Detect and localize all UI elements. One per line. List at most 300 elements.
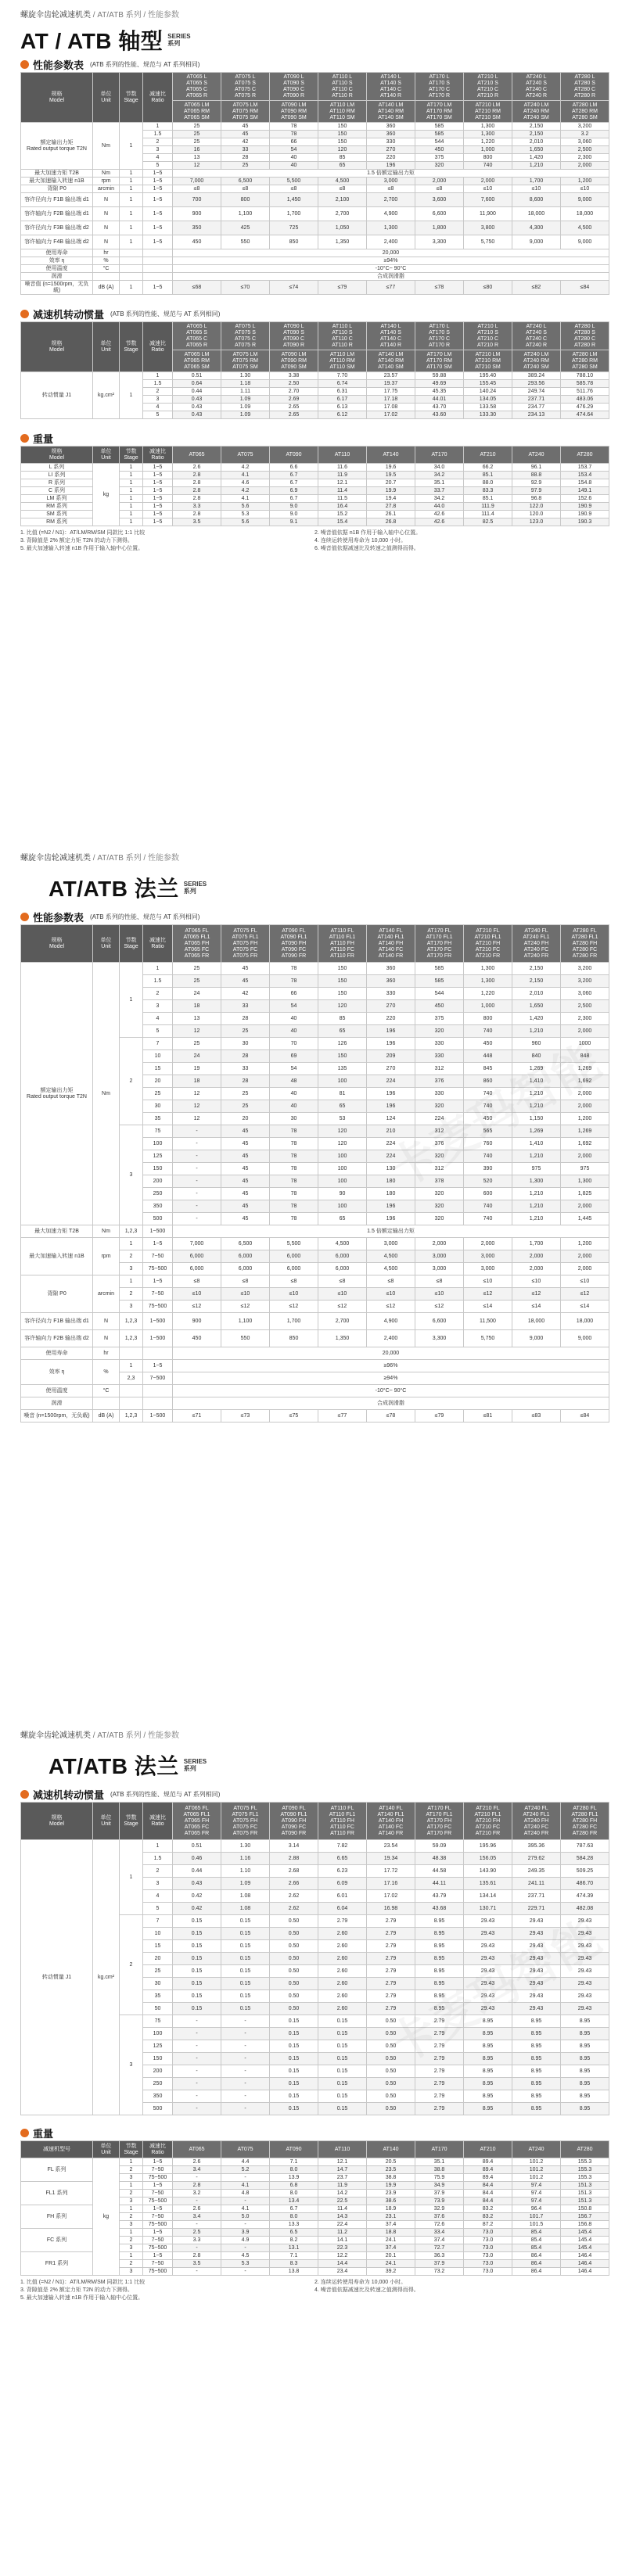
value-cell: 155.45 bbox=[464, 380, 512, 388]
value-cell: 585.78 bbox=[561, 380, 609, 388]
value-cell: 1,000 bbox=[464, 146, 512, 154]
value-cell: 700 bbox=[173, 193, 221, 207]
value-cell: - bbox=[173, 1150, 221, 1163]
value-cell: ≤75 bbox=[270, 1410, 318, 1423]
col-header-size: AT170 bbox=[415, 447, 464, 464]
value-cell: 2,010 bbox=[512, 138, 561, 146]
value-cell: ≤12 bbox=[512, 1288, 561, 1301]
value-cell: 29.43 bbox=[464, 1940, 512, 1953]
span-value: 合成润滑脂 bbox=[173, 1397, 609, 1410]
value-cell: 101.2 bbox=[512, 2174, 561, 2182]
value-cell: 96.8 bbox=[512, 495, 561, 503]
unit-cell: kg.cm² bbox=[93, 372, 120, 419]
col-header-size: AT140 bbox=[367, 2141, 415, 2158]
value-cell: 4.9 bbox=[221, 2237, 270, 2244]
value-cell: 450 bbox=[464, 1113, 512, 1125]
value-cell: - bbox=[173, 2040, 221, 2053]
value-cell: 3.3 bbox=[173, 2237, 221, 2244]
value-cell: 14.1 bbox=[318, 2237, 367, 2244]
value-cell: 600 bbox=[464, 1188, 512, 1200]
ratio-cell: 1~5 bbox=[143, 221, 173, 235]
table-row bbox=[21, 1225, 609, 1238]
value-cell: 8.95 bbox=[561, 2053, 609, 2065]
stage-cell: 1 bbox=[120, 963, 143, 1038]
breadcrumb-series[interactable]: AT/ATB 系列 bbox=[97, 1731, 142, 1740]
row-label: L 系列 bbox=[21, 464, 93, 472]
col-header-size: AT210 FL AT210 FL1 AT210 FH AT210 FC AT210 FR bbox=[464, 925, 512, 963]
note-item: 4. 噪音值依据减速比及转速之值测得而得。 bbox=[314, 2287, 419, 2293]
unit-cell: N bbox=[93, 207, 120, 221]
note-item: 1. 比值 (=N2 / N1)：AT/LM/RM/SM 同款比 1:1 比较 bbox=[20, 2280, 146, 2285]
value-cell: 8.0 bbox=[270, 2166, 318, 2174]
stage-cell: 3 bbox=[120, 2197, 143, 2205]
value-cell: 8.95 bbox=[561, 2015, 609, 2028]
value-cell: 0.15 bbox=[318, 2065, 367, 2078]
col-header-model: 规格 Model bbox=[21, 73, 93, 123]
value-cell: 3,200 bbox=[561, 963, 609, 975]
bullet-icon bbox=[20, 60, 29, 69]
page-title bbox=[0, 866, 629, 909]
value-cell: 3,200 bbox=[561, 123, 609, 131]
value-cell: 544 bbox=[415, 988, 464, 1000]
col-header-size: AT240 bbox=[512, 447, 561, 464]
breadcrumb-current: 性能参数 bbox=[148, 1731, 179, 1740]
value-cell: 2,000 bbox=[464, 1238, 512, 1250]
stage-cell: 1 bbox=[120, 185, 143, 193]
value-cell: 360 bbox=[367, 963, 415, 975]
stage-cell: 1 bbox=[120, 479, 143, 487]
table-row bbox=[21, 2141, 609, 2158]
ratio-cell: 4 bbox=[143, 1013, 173, 1025]
value-cell: ≤10 bbox=[367, 1288, 415, 1301]
col-header-unit: 单位 Unit bbox=[93, 2141, 120, 2158]
value-cell: 145.4 bbox=[561, 2237, 609, 2244]
ratio-cell: 100 bbox=[143, 1138, 173, 1150]
stage-cell: 2 bbox=[120, 1038, 143, 1125]
value-cell: - bbox=[221, 2103, 270, 2115]
value-cell: 0.64 bbox=[173, 380, 221, 388]
value-cell: 1,692 bbox=[561, 1075, 609, 1088]
value-cell: 151.3 bbox=[561, 2182, 609, 2190]
value-cell: 35.1 bbox=[415, 479, 464, 487]
unit-cell: Nm bbox=[93, 963, 120, 1225]
value-cell: 45 bbox=[221, 1125, 270, 1138]
value-cell: 34.0 bbox=[415, 464, 464, 472]
value-cell: 8.95 bbox=[464, 2028, 512, 2040]
value-cell: 54 bbox=[270, 1063, 318, 1075]
bullet-icon bbox=[20, 913, 29, 921]
value-cell: 550 bbox=[221, 235, 270, 249]
value-cell: 0.15 bbox=[318, 2015, 367, 2028]
table-row bbox=[21, 1397, 609, 1410]
value-cell: 45 bbox=[221, 1188, 270, 1200]
header-row bbox=[21, 1803, 609, 1840]
value-cell: 360 bbox=[367, 131, 415, 138]
ratio-cell bbox=[143, 1385, 173, 1397]
table-row bbox=[21, 1385, 609, 1397]
value-cell: 975 bbox=[561, 1163, 609, 1175]
value-cell: 101.2 bbox=[512, 2166, 561, 2174]
page-title bbox=[0, 1744, 629, 1786]
value-cell: 11.4 bbox=[318, 487, 367, 495]
value-cell: 320 bbox=[415, 1100, 464, 1113]
value-cell: 196 bbox=[367, 1100, 415, 1113]
table-row bbox=[21, 207, 609, 221]
value-cell: 6,000 bbox=[270, 1250, 318, 1263]
value-cell: 26.1 bbox=[367, 511, 415, 518]
section-flange-inertia bbox=[0, 1728, 629, 2302]
table-row bbox=[21, 2158, 609, 2166]
value-cell: 29.43 bbox=[561, 2003, 609, 2015]
value-cell: 78 bbox=[270, 123, 318, 131]
value-cell: 29.43 bbox=[512, 1965, 561, 1978]
value-cell: 151.3 bbox=[561, 2190, 609, 2197]
span-value: ≥96% bbox=[173, 1360, 609, 1372]
ratio-cell: 7~50 bbox=[143, 2213, 173, 2221]
value-cell: 96.1 bbox=[512, 464, 561, 472]
value-cell: 9,000 bbox=[561, 235, 609, 249]
table-row bbox=[21, 265, 609, 273]
col-header-size: AT280 L AT280 S AT280 C AT280 R bbox=[561, 322, 609, 350]
ratio-cell: 15 bbox=[143, 1940, 173, 1953]
value-cell: 1,050 bbox=[318, 221, 367, 235]
notes-flange bbox=[20, 2279, 609, 2302]
ratio-cell: 350 bbox=[143, 1200, 173, 1213]
breadcrumb-current: 性能参数 bbox=[148, 854, 179, 863]
value-cell: 8.95 bbox=[415, 1915, 464, 1928]
value-cell: 2.65 bbox=[270, 411, 318, 419]
value-cell: 2,000 bbox=[561, 1250, 609, 1263]
ratio-cell bbox=[143, 257, 173, 265]
value-cell: 89.4 bbox=[464, 2174, 512, 2182]
value-cell: 2,000 bbox=[561, 1200, 609, 1213]
value-cell: 150 bbox=[318, 988, 367, 1000]
value-cell: 0.50 bbox=[270, 1953, 318, 1965]
value-cell: 120 bbox=[318, 146, 367, 154]
row-label: 最大加速力矩 T2B bbox=[21, 170, 93, 178]
note-item: 5. 最大加速输入转速 n1B 作用于输入轴中心位置。 bbox=[20, 546, 144, 551]
value-cell: 2.79 bbox=[415, 2028, 464, 2040]
ratio-cell: 75~500 bbox=[143, 2268, 173, 2276]
col-header-size: AT090 FL AT090 FL1 AT090 FH AT090 FC AT090 FR bbox=[270, 1803, 318, 1840]
unit-cell: arcmin bbox=[93, 1275, 120, 1313]
stage-cell: 1 bbox=[120, 193, 143, 207]
value-cell: 2,700 bbox=[367, 193, 415, 207]
value-cell: 2,700 bbox=[318, 1313, 367, 1330]
value-cell: 86.4 bbox=[512, 2260, 561, 2268]
col-header-size: AT075 LM AT075 RM AT075 SM bbox=[221, 350, 270, 372]
value-cell: 2,010 bbox=[512, 988, 561, 1000]
value-cell: 8.95 bbox=[415, 1965, 464, 1978]
value-cell: 8.95 bbox=[561, 2028, 609, 2040]
value-cell: 20 bbox=[221, 1113, 270, 1125]
value-cell: 122.0 bbox=[512, 503, 561, 511]
note-item: 3. 背隙值是 2% 额定力矩 T2N 的动力下测得。 bbox=[20, 538, 133, 544]
value-cell: 1.09 bbox=[221, 1878, 270, 1890]
stage-cell: 1 bbox=[120, 1275, 143, 1288]
ratio-cell: 1~5 bbox=[143, 2158, 173, 2166]
value-cell: 8.95 bbox=[561, 2040, 609, 2053]
value-cell: 1.16 bbox=[221, 1853, 270, 1865]
value-cell: 860 bbox=[464, 1075, 512, 1088]
ratio-cell: 75~500 bbox=[143, 2221, 173, 2229]
value-cell: 17.16 bbox=[367, 1878, 415, 1890]
value-cell: 4.6 bbox=[221, 479, 270, 487]
value-cell: 3.5 bbox=[173, 2260, 221, 2268]
ratio-cell: 1.5 bbox=[143, 1853, 173, 1865]
row-label: 最大加速输入转速 n1B bbox=[21, 1238, 93, 1275]
unit-cell: N bbox=[93, 221, 120, 235]
ratio-cell: 35 bbox=[143, 1113, 173, 1125]
breadcrumb-category[interactable]: 螺旋伞齿轮减速机类 bbox=[20, 854, 91, 863]
ratio-cell: 4 bbox=[143, 1890, 173, 1903]
value-cell: 38.6 bbox=[367, 2197, 415, 2205]
row-label: 额定输出力矩 Rated output torque T2N bbox=[21, 123, 93, 170]
value-cell: 450 bbox=[464, 1038, 512, 1050]
value-cell: 40 bbox=[270, 154, 318, 162]
value-cell: 85 bbox=[318, 1013, 367, 1025]
breadcrumb-category[interactable]: 螺旋伞齿轮减速机类 bbox=[20, 11, 91, 20]
value-cell: 84.4 bbox=[464, 2197, 512, 2205]
row-label: 噪音 (n=1500rpm，无负载) bbox=[21, 1410, 93, 1423]
header-row bbox=[21, 322, 609, 350]
col-header-size: AT110 L AT110 S AT110 C AT110 R bbox=[318, 73, 367, 101]
value-cell: 8.95 bbox=[415, 1940, 464, 1953]
value-cell: 9,000 bbox=[561, 193, 609, 207]
stage-cell: 2 bbox=[120, 2213, 143, 2221]
value-cell: 330 bbox=[367, 138, 415, 146]
value-cell: 78 bbox=[270, 131, 318, 138]
col-header-size: AT110 bbox=[318, 447, 367, 464]
value-cell: 0.15 bbox=[221, 1928, 270, 1940]
value-cell: 23.57 bbox=[367, 372, 415, 380]
stage-cell: 1 bbox=[120, 503, 143, 511]
value-cell: 15.4 bbox=[318, 518, 367, 526]
value-cell: 395.36 bbox=[512, 1840, 561, 1853]
col-header-ratio: 减速比 Ratio bbox=[143, 322, 173, 372]
stage-cell bbox=[120, 1397, 143, 1410]
perf-heading: 性能参数表 (ATB 系列的性能、规范与 AT 系列相同) bbox=[0, 909, 629, 924]
value-cell: 5,500 bbox=[270, 1238, 318, 1250]
ratio-cell: 10 bbox=[143, 1928, 173, 1940]
value-cell: 22.3 bbox=[318, 2244, 367, 2252]
value-cell: 312 bbox=[415, 1163, 464, 1175]
table-row bbox=[21, 273, 609, 281]
value-cell: 483.06 bbox=[561, 396, 609, 404]
value-cell: 73.9 bbox=[415, 2197, 464, 2205]
row-label: LM 系列 bbox=[21, 495, 93, 503]
col-header-size: AT065 FL AT065 FL1 AT065 FH AT065 FC AT065 FR bbox=[173, 925, 221, 963]
value-cell: 180 bbox=[367, 1188, 415, 1200]
value-cell: 1,300 bbox=[464, 975, 512, 988]
table-row bbox=[21, 281, 609, 295]
stage-cell: 1 bbox=[120, 2182, 143, 2190]
value-cell: 270 bbox=[367, 1000, 415, 1013]
col-header-size: AT075 L AT075 S AT075 C AT075 R bbox=[221, 73, 270, 101]
value-cell: 29.43 bbox=[561, 1915, 609, 1928]
value-cell: 78 bbox=[270, 975, 318, 988]
value-cell: 13 bbox=[173, 1013, 221, 1025]
value-cell: 59.09 bbox=[415, 1840, 464, 1853]
ratio-cell: 1~5 bbox=[143, 207, 173, 221]
value-cell: 135.61 bbox=[464, 1878, 512, 1890]
value-cell: 30 bbox=[221, 1038, 270, 1050]
value-cell: 29.43 bbox=[561, 1978, 609, 1990]
page-title-text: AT / ATB 轴型 bbox=[20, 29, 164, 53]
value-cell: 6.8 bbox=[270, 2182, 318, 2190]
col-header-size: AT210 LM AT210 RM AT210 SM bbox=[464, 350, 512, 372]
value-cell: 100 bbox=[318, 1163, 367, 1175]
col-header-size: AT090 L AT090 S AT090 C AT090 R bbox=[270, 322, 318, 350]
ratio-cell: 7~50 bbox=[143, 1250, 173, 1263]
col-header-size: AT075 L AT075 S AT075 C AT075 R bbox=[221, 322, 270, 350]
ratio-cell: 1~500 bbox=[143, 1410, 173, 1423]
value-cell: 520 bbox=[464, 1175, 512, 1188]
value-cell: 96.4 bbox=[512, 2205, 561, 2213]
value-cell: 585 bbox=[415, 975, 464, 988]
value-cell: 8.95 bbox=[415, 2003, 464, 2015]
value-cell: 54 bbox=[270, 1000, 318, 1013]
col-header-size: AT065 LM AT065 RM AT065 SM bbox=[173, 350, 221, 372]
value-cell: 0.15 bbox=[318, 2103, 367, 2115]
value-cell: 1,420 bbox=[512, 154, 561, 162]
value-cell: 2.79 bbox=[415, 2103, 464, 2115]
value-cell: 3,060 bbox=[561, 988, 609, 1000]
ratio-cell: 7 bbox=[143, 1915, 173, 1928]
table-row bbox=[21, 178, 609, 185]
value-cell: 2.60 bbox=[318, 1965, 367, 1978]
row-label: 噪音值 (n=1500rpm，无负载) bbox=[21, 281, 93, 295]
row-label: 使用温度 bbox=[21, 1385, 93, 1397]
value-cell: - bbox=[221, 2174, 270, 2182]
value-cell: 18.8 bbox=[367, 2229, 415, 2237]
value-cell: 78 bbox=[270, 1213, 318, 1225]
value-cell: 11.6 bbox=[318, 464, 367, 472]
value-cell: ≤74 bbox=[270, 281, 318, 295]
value-cell: 788.10 bbox=[561, 372, 609, 380]
value-cell: 17.08 bbox=[367, 404, 415, 411]
value-cell: 1,150 bbox=[512, 1113, 561, 1125]
value-cell: ≤14 bbox=[512, 1301, 561, 1313]
value-cell: 0.15 bbox=[221, 2003, 270, 2015]
value-cell: 40 bbox=[270, 1088, 318, 1100]
value-cell: 6.12 bbox=[318, 411, 367, 419]
value-cell: ≤8 bbox=[367, 1275, 415, 1288]
note-item: 2. 连续运转使用寿命为 10,000 小时。 bbox=[314, 2280, 407, 2285]
value-cell: 54 bbox=[270, 146, 318, 154]
value-cell: 2.8 bbox=[173, 487, 221, 495]
value-cell: 13.8 bbox=[270, 2268, 318, 2276]
value-cell: 66 bbox=[270, 988, 318, 1000]
col-header-size: AT065 L AT065 S AT065 C AT065 R bbox=[173, 322, 221, 350]
value-cell: 134.14 bbox=[464, 1890, 512, 1903]
value-cell: 29.43 bbox=[464, 1928, 512, 1940]
value-cell: 0.15 bbox=[221, 1978, 270, 1990]
ratio-cell: 1~500 bbox=[143, 1330, 173, 1347]
value-cell: 17.02 bbox=[367, 411, 415, 419]
value-cell: 195.96 bbox=[464, 1840, 512, 1853]
value-cell: 2.60 bbox=[318, 1978, 367, 1990]
row-label: 背隙 P0 bbox=[21, 185, 93, 193]
table-row bbox=[21, 170, 609, 178]
col-header-stage: 节数 Stage bbox=[120, 2141, 143, 2158]
value-cell: 78 bbox=[270, 1150, 318, 1163]
value-cell: 0.15 bbox=[221, 1940, 270, 1953]
breadcrumb-series[interactable]: AT/ATB 系列 bbox=[97, 854, 142, 863]
value-cell: 234.77 bbox=[512, 404, 561, 411]
col-header-unit: 单位 Unit bbox=[93, 447, 120, 464]
unit-cell: rpm bbox=[93, 178, 120, 185]
note-item: 6. 噪音值依据减速比及转速之值测得而得。 bbox=[314, 546, 419, 551]
value-cell: 8.95 bbox=[512, 2040, 561, 2053]
value-cell: 196 bbox=[367, 1088, 415, 1100]
ratio-cell: 75~500 bbox=[143, 1263, 173, 1275]
breadcrumb-category[interactable]: 螺旋伞齿轮减速机类 bbox=[20, 1731, 91, 1740]
value-cell: 1,220 bbox=[464, 138, 512, 146]
value-cell: 17.72 bbox=[367, 1865, 415, 1878]
value-cell: 740 bbox=[464, 1025, 512, 1038]
value-cell: 3,000 bbox=[367, 178, 415, 185]
value-cell: 450 bbox=[173, 235, 221, 249]
col-header-model: 规格 Model bbox=[21, 1803, 93, 1840]
col-header-size: AT210 L AT210 S AT210 C AT210 R bbox=[464, 73, 512, 101]
ratio-cell: 75~500 bbox=[143, 2197, 173, 2205]
value-cell: ≤10 bbox=[415, 1288, 464, 1301]
value-cell: 29.43 bbox=[464, 1965, 512, 1978]
value-cell: 42.6 bbox=[415, 518, 464, 526]
value-cell: 180 bbox=[367, 1175, 415, 1188]
value-cell: 1,210 bbox=[512, 1213, 561, 1225]
ratio-cell: 1~5 bbox=[143, 185, 173, 193]
ratio-cell: 20 bbox=[143, 1075, 173, 1088]
stage-cell: 3 bbox=[120, 2244, 143, 2252]
value-cell: 476.29 bbox=[561, 404, 609, 411]
stage-cell: 3 bbox=[120, 1301, 143, 1313]
value-cell: 29.43 bbox=[464, 1915, 512, 1928]
stage-cell: 2 bbox=[120, 1915, 143, 2015]
col-header-size: AT210 L AT210 S AT210 C AT210 R bbox=[464, 322, 512, 350]
value-cell: 7,600 bbox=[464, 193, 512, 207]
ratio-cell: 50 bbox=[143, 2003, 173, 2015]
value-cell: 450 bbox=[173, 1330, 221, 1347]
value-cell: 8.95 bbox=[561, 2103, 609, 2115]
value-cell: 29.43 bbox=[512, 2003, 561, 2015]
stage-cell: 2 bbox=[120, 1288, 143, 1301]
value-cell: 2.60 bbox=[318, 1990, 367, 2003]
value-cell: 11.5 bbox=[318, 495, 367, 503]
weight-heading: 重量 bbox=[0, 430, 629, 446]
value-cell: ≤12 bbox=[464, 1288, 512, 1301]
stage-cell bbox=[120, 1385, 143, 1397]
value-cell: 146.4 bbox=[561, 2260, 609, 2268]
value-cell: 585 bbox=[415, 963, 464, 975]
value-cell: 111.9 bbox=[464, 503, 512, 511]
breadcrumb-series[interactable]: AT/ATB 系列 bbox=[97, 11, 142, 20]
value-cell: 43.68 bbox=[415, 1903, 464, 1915]
value-cell: ≤8 bbox=[367, 185, 415, 193]
value-cell: 29.43 bbox=[512, 1915, 561, 1928]
value-cell: 24 bbox=[173, 1050, 221, 1063]
value-cell: 2.60 bbox=[318, 1940, 367, 1953]
value-cell: 270 bbox=[367, 146, 415, 154]
value-cell: 2.79 bbox=[367, 1953, 415, 1965]
value-cell: 0.50 bbox=[367, 2040, 415, 2053]
value-cell: 450 bbox=[415, 1000, 464, 1013]
value-cell: 5,500 bbox=[270, 178, 318, 185]
ratio-cell: 1~5 bbox=[143, 281, 173, 295]
value-cell: ≤71 bbox=[173, 1410, 221, 1423]
value-cell: 3.3 bbox=[173, 503, 221, 511]
